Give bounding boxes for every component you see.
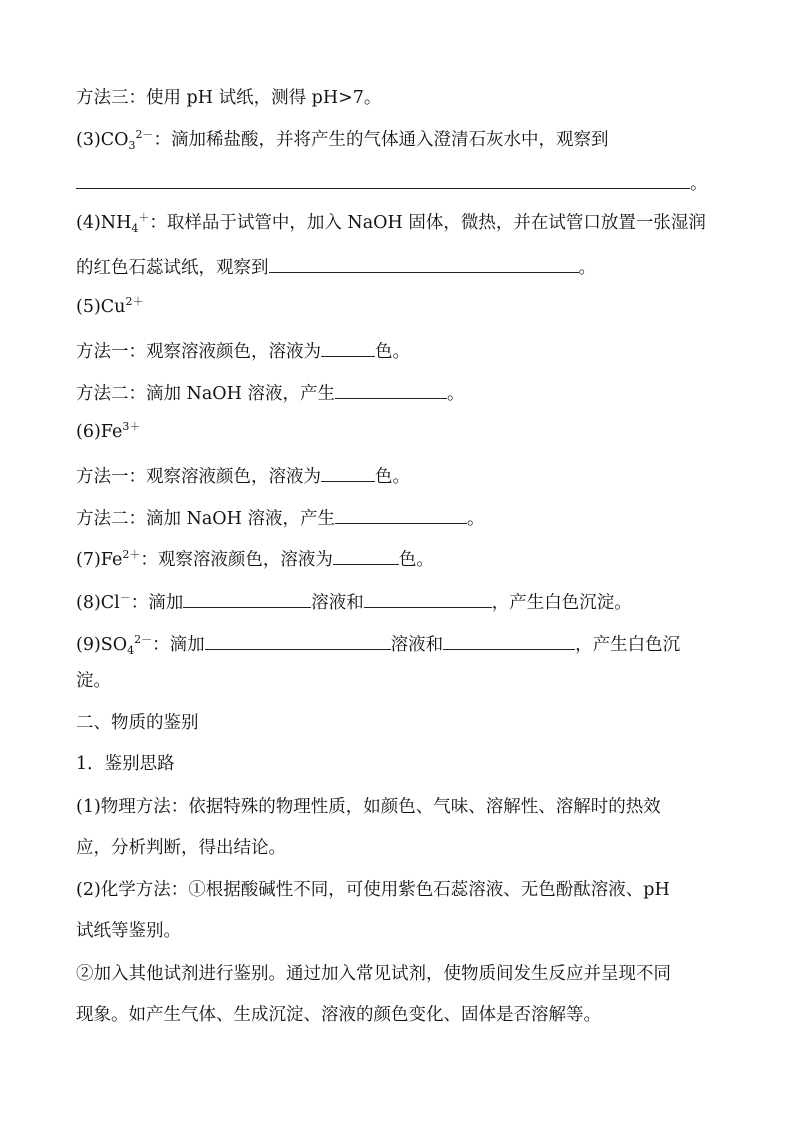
ion-subscript: 4 <box>131 222 139 235</box>
answer-blank[interactable] <box>335 503 467 524</box>
physical-method-line-2 <box>76 836 286 860</box>
chloride-test-line <box>76 587 632 611</box>
ion-label: (8)Cl <box>76 593 120 613</box>
text-run: ，产生白色沉淀。 <box>491 593 632 613</box>
text-run: 方法二：滴加 NaOH 溶液，产生 <box>76 384 335 404</box>
text-run: 。 <box>578 258 596 278</box>
method-three-ph-line <box>76 86 381 110</box>
answer-blank[interactable] <box>205 629 391 650</box>
ion-label: (4)NH <box>76 213 132 233</box>
iron3-heading <box>76 420 140 444</box>
text-run: (1)物理方法：依据特殊的物理性质，如颜色、气味、溶解性、溶解时的热效 <box>76 797 661 817</box>
ion-charge: 2＋ <box>122 548 141 561</box>
text-run: ：滴加 <box>152 635 205 655</box>
text-run: 现象。如产生气体、生成沉淀、溶液的颜色变化、固体是否溶解等。 <box>76 1005 601 1025</box>
text-run: 二、物质的鉴别 <box>76 713 199 733</box>
ion-charge: 2－ <box>134 633 153 646</box>
text-run: 溶液和 <box>390 635 444 655</box>
ion-label: (3)CO <box>76 130 129 150</box>
copper-method-one <box>76 336 410 360</box>
ion-charge: 2－ <box>135 128 154 141</box>
ion-charge: ＋ <box>138 211 150 224</box>
reagent-method-line <box>76 962 671 986</box>
carbonate-answer-line <box>76 168 708 192</box>
sulfate-test-line <box>76 629 681 657</box>
answer-blank[interactable] <box>364 587 492 608</box>
ion-label: (9)SO <box>76 635 128 655</box>
answer-blank[interactable] <box>443 629 575 650</box>
ammonium-answer-line <box>76 252 596 276</box>
iron3-method-one <box>76 461 410 485</box>
text-run: ，产生白色沉 <box>575 635 681 655</box>
ion-label: (7)Fe <box>76 550 123 570</box>
text-run: ：取样品于试管中，加入 NaOH 固体，微热，并在试管口放置一张湿润 <box>149 213 706 233</box>
text-run: ：滴加稀盐酸，并将产生的气体通入澄清石灰水中，观察到 <box>153 130 609 150</box>
answer-blank[interactable] <box>333 544 399 565</box>
answer-blank[interactable] <box>269 252 579 273</box>
reagent-method-line-2 <box>76 1003 601 1027</box>
answer-blank[interactable] <box>183 587 311 608</box>
chemical-method-line <box>76 878 670 902</box>
text-run: (2)化学方法：①根据酸碱性不同，可使用紫色石蕊溶液、无色酚酞溶液、pH <box>76 880 670 900</box>
sulfate-continuation <box>76 669 111 693</box>
ion-subscript: 4 <box>127 644 135 657</box>
text-run: 方法二：滴加 NaOH 溶液，产生 <box>76 509 335 529</box>
chemical-method-line-2 <box>76 919 181 943</box>
text-run: 。 <box>690 174 708 194</box>
answer-blank[interactable] <box>321 336 375 357</box>
ion-subscript: 3 <box>128 139 136 152</box>
text-run: 色。 <box>375 467 410 487</box>
ion-charge: 3＋ <box>122 420 141 433</box>
text-run: 。 <box>446 384 465 404</box>
text-run: 色。 <box>375 342 410 362</box>
text-run: 的红色石蕊试纸，观察到 <box>76 258 269 278</box>
text-run: 色。 <box>398 550 434 570</box>
copper-heading <box>76 295 143 319</box>
iron3-method-two <box>76 503 484 527</box>
text-run: 方法一：观察溶液颜色，溶液为 <box>76 342 321 362</box>
ion-charge: － <box>119 591 131 604</box>
text-run: ：观察溶液颜色，溶液为 <box>140 550 333 570</box>
physical-method-line <box>76 795 661 819</box>
text-run: 方法一：观察溶液颜色，溶液为 <box>76 467 321 487</box>
answer-blank[interactable] <box>321 461 375 482</box>
iron2-test-line <box>76 544 434 568</box>
text-run: 方法三：使用 pH 试纸，测得 pH>7。 <box>76 88 382 108</box>
text-run: 试纸等鉴别。 <box>76 921 181 941</box>
text-run: ：滴加 <box>130 593 184 613</box>
carbonate-test-line <box>76 128 609 152</box>
text-run: 淀。 <box>76 671 111 691</box>
answer-blank[interactable] <box>76 168 690 189</box>
section-heading <box>76 711 199 735</box>
ion-label: (6)Fe <box>76 422 123 442</box>
ion-label: (5)Cu <box>76 297 126 317</box>
text-run: ②加入其他试剂进行鉴别。通过加入常见试剂，使物质间发生反应并呈现不同 <box>76 964 671 984</box>
ammonium-test-line <box>76 211 706 235</box>
text-run: 1．鉴别思路 <box>76 754 175 774</box>
text-run: 。 <box>466 509 485 529</box>
subsection-heading <box>76 752 175 776</box>
answer-blank[interactable] <box>335 378 447 399</box>
copper-method-two <box>76 378 464 402</box>
text-run: 溶液和 <box>311 593 364 613</box>
ion-charge: 2＋ <box>125 295 144 308</box>
text-run: 应，分析判断，得出结论。 <box>76 838 286 858</box>
